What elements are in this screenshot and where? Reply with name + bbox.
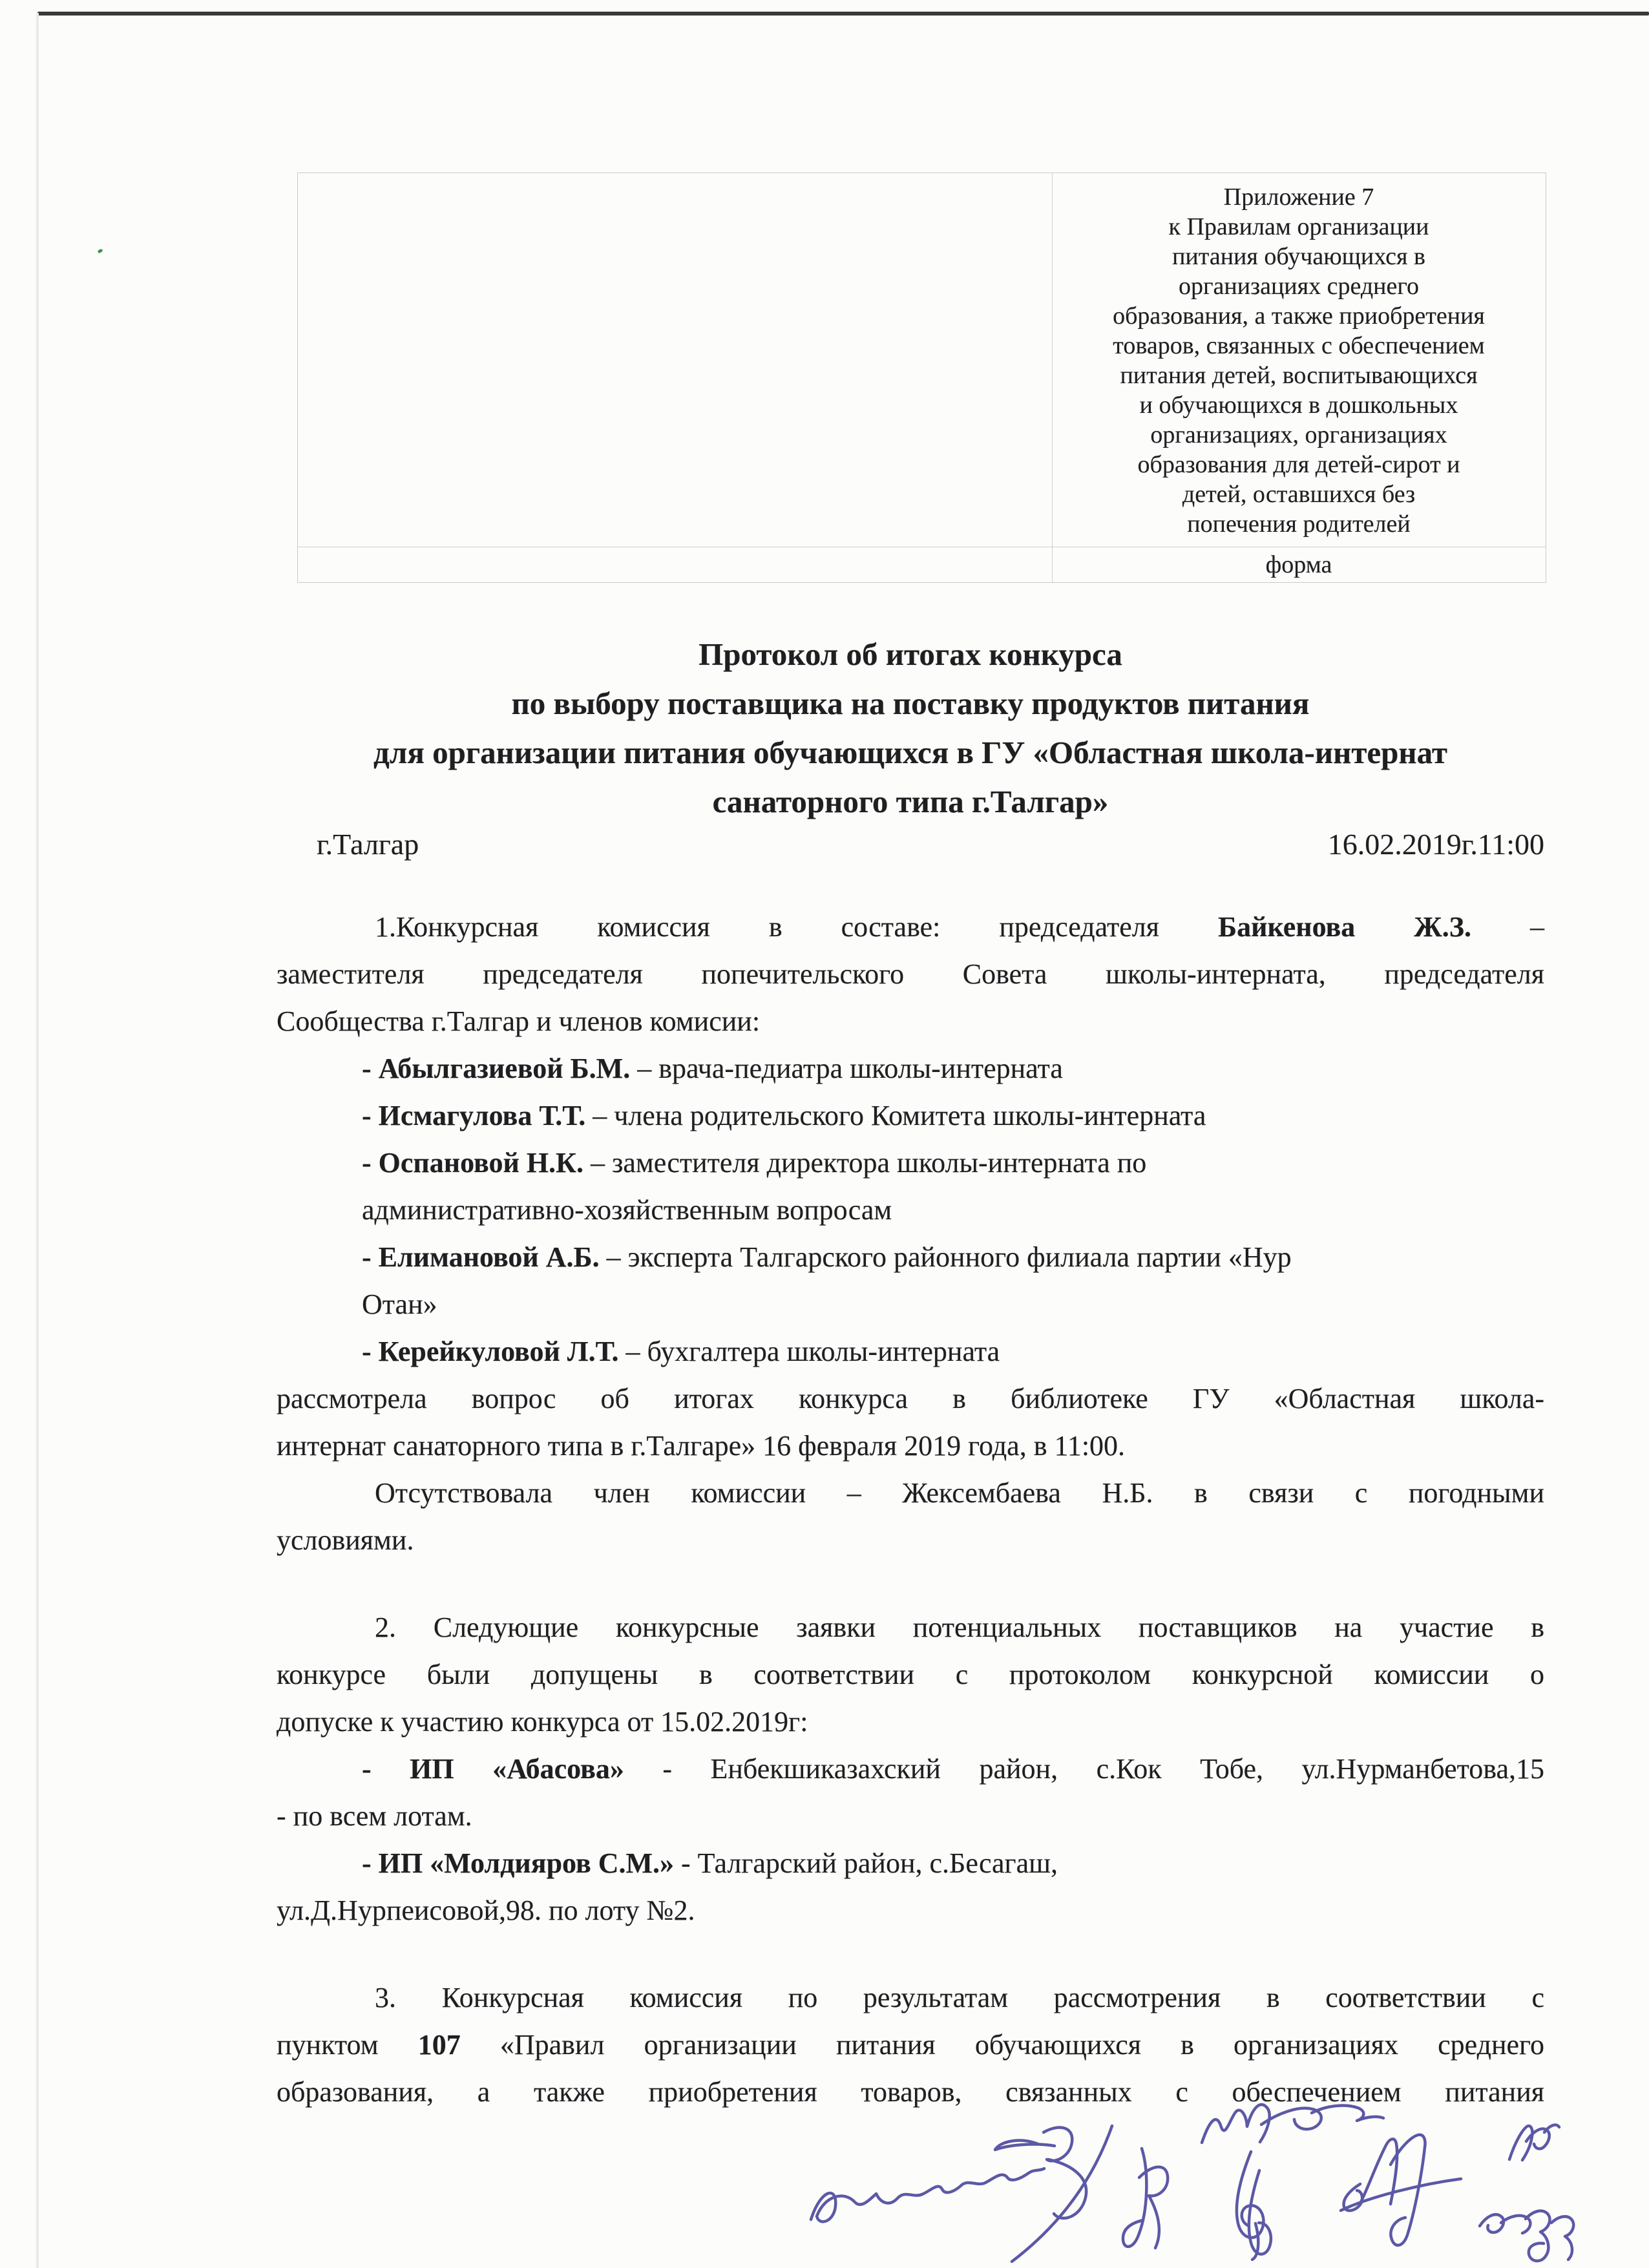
signatures bbox=[711, 2087, 1649, 2268]
body-line-text: – bbox=[1471, 911, 1544, 943]
body-line bbox=[277, 1604, 1544, 1651]
signature-member-6-lower-icon bbox=[1480, 2211, 1573, 2261]
body-line bbox=[277, 1887, 1544, 1934]
scan-edge-left bbox=[36, 13, 39, 2268]
appendix-table bbox=[297, 173, 1546, 583]
signature-member-2-icon bbox=[1123, 2148, 1168, 2248]
form-row bbox=[1053, 547, 1545, 582]
appendix-line: и обучающихся в дошкольных bbox=[1139, 392, 1458, 419]
body-line-text: 1.Конкурсная комиссия в составе: председателя bbox=[375, 911, 1218, 943]
body-line-text: Сообщества г.Талгар и членов комисии: bbox=[277, 1005, 761, 1037]
appendix-line: питания детей, воспитывающихся bbox=[1120, 362, 1478, 389]
appendix-line: Приложение 7 bbox=[1223, 184, 1374, 211]
body-line bbox=[277, 1840, 1544, 1887]
bold-name: Байкенова Ж.З. bbox=[1218, 911, 1471, 943]
body-line-text: - Енбекшиказахский район, с.Кок Тобе, ул.Нурманбетова,15 bbox=[624, 1753, 1544, 1785]
body-line-text: 2. Следующие конкурсные заявки потенциальных поставщиков на участие в bbox=[375, 1612, 1544, 1643]
body-line bbox=[277, 1234, 1544, 1281]
body-line-text: – врача-педиатра школы-интерната bbox=[630, 1053, 1063, 1084]
appendix-line: питания обучающихся в bbox=[1172, 243, 1425, 270]
body-line bbox=[277, 1974, 1544, 2021]
body-line bbox=[277, 1517, 1544, 1564]
title-line: санаторного типа г.Талгар» bbox=[712, 784, 1109, 819]
body-line bbox=[277, 998, 1544, 1045]
appendix-line: детей, оставшихся без bbox=[1182, 481, 1416, 508]
body-line-text: – эксперта Талгарского районного филиала партии «Нур bbox=[599, 1241, 1292, 1273]
body-text bbox=[277, 903, 1544, 2116]
scan-edge-top bbox=[37, 12, 1649, 16]
appendix-line: образования для детей-сирот и bbox=[1137, 451, 1460, 478]
form-label: форма bbox=[1265, 551, 1332, 578]
bold-name: - Керейкуловой Л.Т. bbox=[362, 1336, 619, 1367]
body-line-text: – бухгалтера школы-интерната bbox=[618, 1336, 1000, 1367]
body-line-text: конкурсе были допущены в соответствии с протоколом конкурсной комиссии о bbox=[277, 1659, 1544, 1690]
signature-member-4-icon bbox=[1237, 2152, 1271, 2260]
body-line bbox=[277, 950, 1544, 998]
signature-member-5-icon bbox=[1341, 2135, 1461, 2245]
appendix-reference-text bbox=[1053, 182, 1545, 539]
body-line bbox=[277, 1651, 1544, 1698]
appendix-line: организациях среднего bbox=[1178, 273, 1420, 300]
body-line-text: «Правил организации питания обучающихся в организациях среднего bbox=[460, 2029, 1545, 2061]
body-line-text: ул.Д.Нурпеисовой,98. по лоту №2. bbox=[277, 1895, 695, 1926]
body-line-text: Отан» bbox=[362, 1288, 437, 1320]
datetime-label: 16.02.2019г.11:00 bbox=[1327, 828, 1544, 861]
bold-name: - ИП «Абасова» bbox=[362, 1753, 624, 1785]
body-line-text: пунктом bbox=[277, 2029, 418, 2061]
signature-member-1-flourish-icon bbox=[995, 2126, 1112, 2262]
body-line-text: Отсутствовала член комиссии – Жексембаева Н.Б. в связи с погодными bbox=[375, 1477, 1544, 1509]
body-line-text: условиями. bbox=[277, 1524, 414, 1556]
bold-name: - Исмагулова Т.Т. bbox=[362, 1100, 586, 1131]
body-line bbox=[277, 1092, 1544, 1139]
body-line-text: 3. Конкурсная комиссия по результатам рассмотрения в соответствии с bbox=[375, 1982, 1544, 2013]
dateline bbox=[277, 826, 1544, 863]
body-line bbox=[277, 1698, 1544, 1745]
body-line-text: заместителя председателя попечительского Совета школы-интерната, председателя bbox=[277, 958, 1544, 990]
place-label: г.Талгар bbox=[317, 828, 419, 861]
bold-name: 107 bbox=[417, 2029, 461, 2061]
body-line bbox=[277, 1328, 1544, 1375]
title-line: для организации питания обучающихся в ГУ «Областная школа-интернат bbox=[373, 735, 1447, 770]
appendix-line: организациях, организациях bbox=[1150, 421, 1447, 448]
signature-member-1-icon bbox=[811, 2168, 1044, 2221]
appendix-line: к Правилам организации bbox=[1168, 213, 1429, 240]
body-line-text: - по всем лотам. bbox=[277, 1800, 472, 1832]
body-line-text: – заместителя директора школы-интерната по bbox=[583, 1147, 1147, 1179]
body-line bbox=[277, 1045, 1544, 1092]
body-line-text: – члена родительского Комитета школы-интерната bbox=[585, 1100, 1206, 1131]
document-title bbox=[277, 630, 1544, 826]
body-line bbox=[277, 1792, 1544, 1840]
title-line: Протокол об итогах конкурса bbox=[698, 636, 1122, 672]
body-line-text: административно-хозяйственным вопросам bbox=[362, 1194, 892, 1226]
body-line-text: - Талгарский район, с.Бесагаш, bbox=[674, 1847, 1058, 1879]
signature-member-3-icon bbox=[1202, 2105, 1383, 2143]
body-line bbox=[277, 1469, 1544, 1517]
appendix-line: товаров, связанных с обеспечением bbox=[1113, 332, 1485, 359]
bold-name: - Оспановой Н.К. bbox=[362, 1147, 583, 1179]
appendix-line: попечения родителей bbox=[1187, 510, 1411, 538]
body-line-text: допуске к участию конкурса от 15.02.2019г: bbox=[277, 1706, 808, 1738]
scan-speck bbox=[97, 248, 103, 253]
bold-name: - ИП «Молдияров С.М.» bbox=[362, 1847, 675, 1879]
body-line bbox=[277, 1186, 1544, 1234]
title-line: по выбору поставщика на поставку продуктов питания bbox=[511, 686, 1310, 721]
body-line bbox=[277, 1375, 1544, 1422]
bold-name: - Абылгазиевой Б.М. bbox=[362, 1053, 631, 1084]
appendix-line: образования, а также приобретения bbox=[1113, 302, 1485, 330]
body-line bbox=[277, 1139, 1544, 1186]
body-line bbox=[277, 1422, 1544, 1469]
body-line bbox=[277, 2021, 1544, 2068]
body-line-text: рассмотрела вопрос об итогах конкурса в библиотеке ГУ «Областная школа- bbox=[277, 1383, 1544, 1414]
body-line-text: интернат санаторного типа в г.Талгаре» 16 февраля 2019 года, в 11:00. bbox=[277, 1430, 1126, 1462]
signature-member-6-icon bbox=[1509, 2125, 1559, 2160]
bold-name: - Елимановой А.Б. bbox=[362, 1241, 600, 1273]
body-line-text: образования, а также приобретения товаров, связанных с обеспечением питания bbox=[277, 2076, 1544, 2108]
body-line bbox=[277, 1745, 1544, 1792]
body-line bbox=[277, 903, 1544, 950]
body-line bbox=[277, 1281, 1544, 1328]
